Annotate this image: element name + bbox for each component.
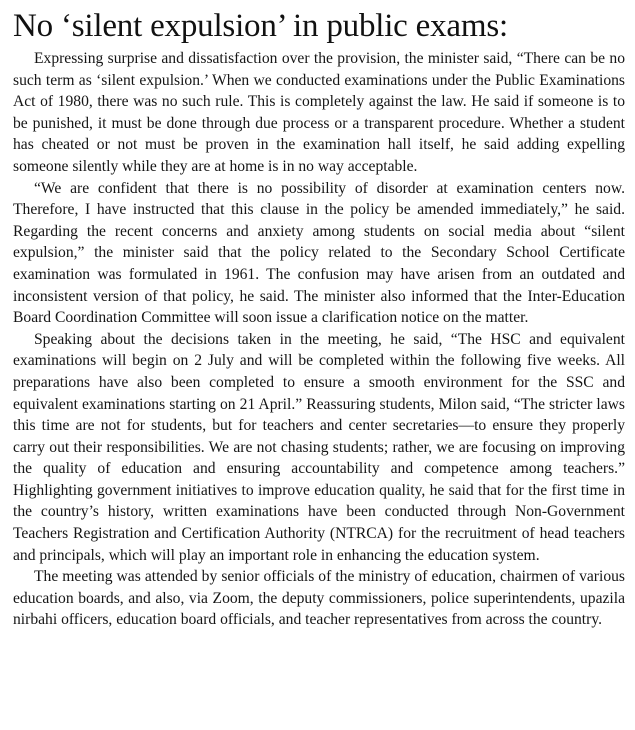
- article-paragraph: Speaking about the decisions taken in the meeting, he said, “The HSC and equivalent examinations will begin on 2 July and will be completed within the following five weeks. All preparations have also been completed to ensure a smooth environment for the SSC and equivalent examinations starting on 21 April.” Reassuring students, Milon said, “The stricter laws this time are not for students, but for teachers and center secretaries—to ensure they properly carry out their responsibilities. We are not chasing students; rather, we are focusing on improving the quality of education and ensuring accountability and competence among teachers.” Highlighting government initiatives to improve education quality, he said that for the first time in the country’s history, written examinations have been conducted through Non-Government Teachers Registration and Certification Authority (NTRCA) for the recruitment of head teachers and principals, which will play an important role in enhancing the education system.: [13, 330, 625, 564]
- article-paragraph: Expressing surprise and dissatisfaction over the provision, the minister said, “There can be no such term as ‘silent expulsion.’ When we conducted examinations under the Public Examinations Act of 1980, there was no such rule. This is completely against the law. He said if someone is to be punished, it must be done through due process or a transparent procedure. Whether a student has cheated or not must be proven in the examination hall itself, he said adding expelling someone silently while they are at home is in no way acceptable.: [13, 50, 625, 175]
- article-paragraph: The meeting was attended by senior officials of the ministry of education, chairmen of various education boards, and also, via Zoom, the deputy commissioners, police superintendents, upazila nirbahi officers, education board officials, and teacher representatives from across the country.: [13, 568, 625, 629]
- news-article: [13, 8, 625, 631]
- article-headline: No ‘silent expulsion’ in public exams:: [13, 8, 508, 44]
- article-paragraph: “We are confident that there is no possibility of disorder at examination centers now. Therefore, I have instructed that this clause in the policy be amended immediately,” he said. Regarding the recent concerns and anxiety among students on social media about “silent expulsion,” the minister said that the policy related to the Secondary School Certificate examination was formulated in 1961. The confusion may have arisen from an outdated and inconsistent version of that policy, he said. The minister also informed that the Inter-Education Board Coordination Committee will soon issue a clarification notice on the matter.: [13, 179, 625, 327]
